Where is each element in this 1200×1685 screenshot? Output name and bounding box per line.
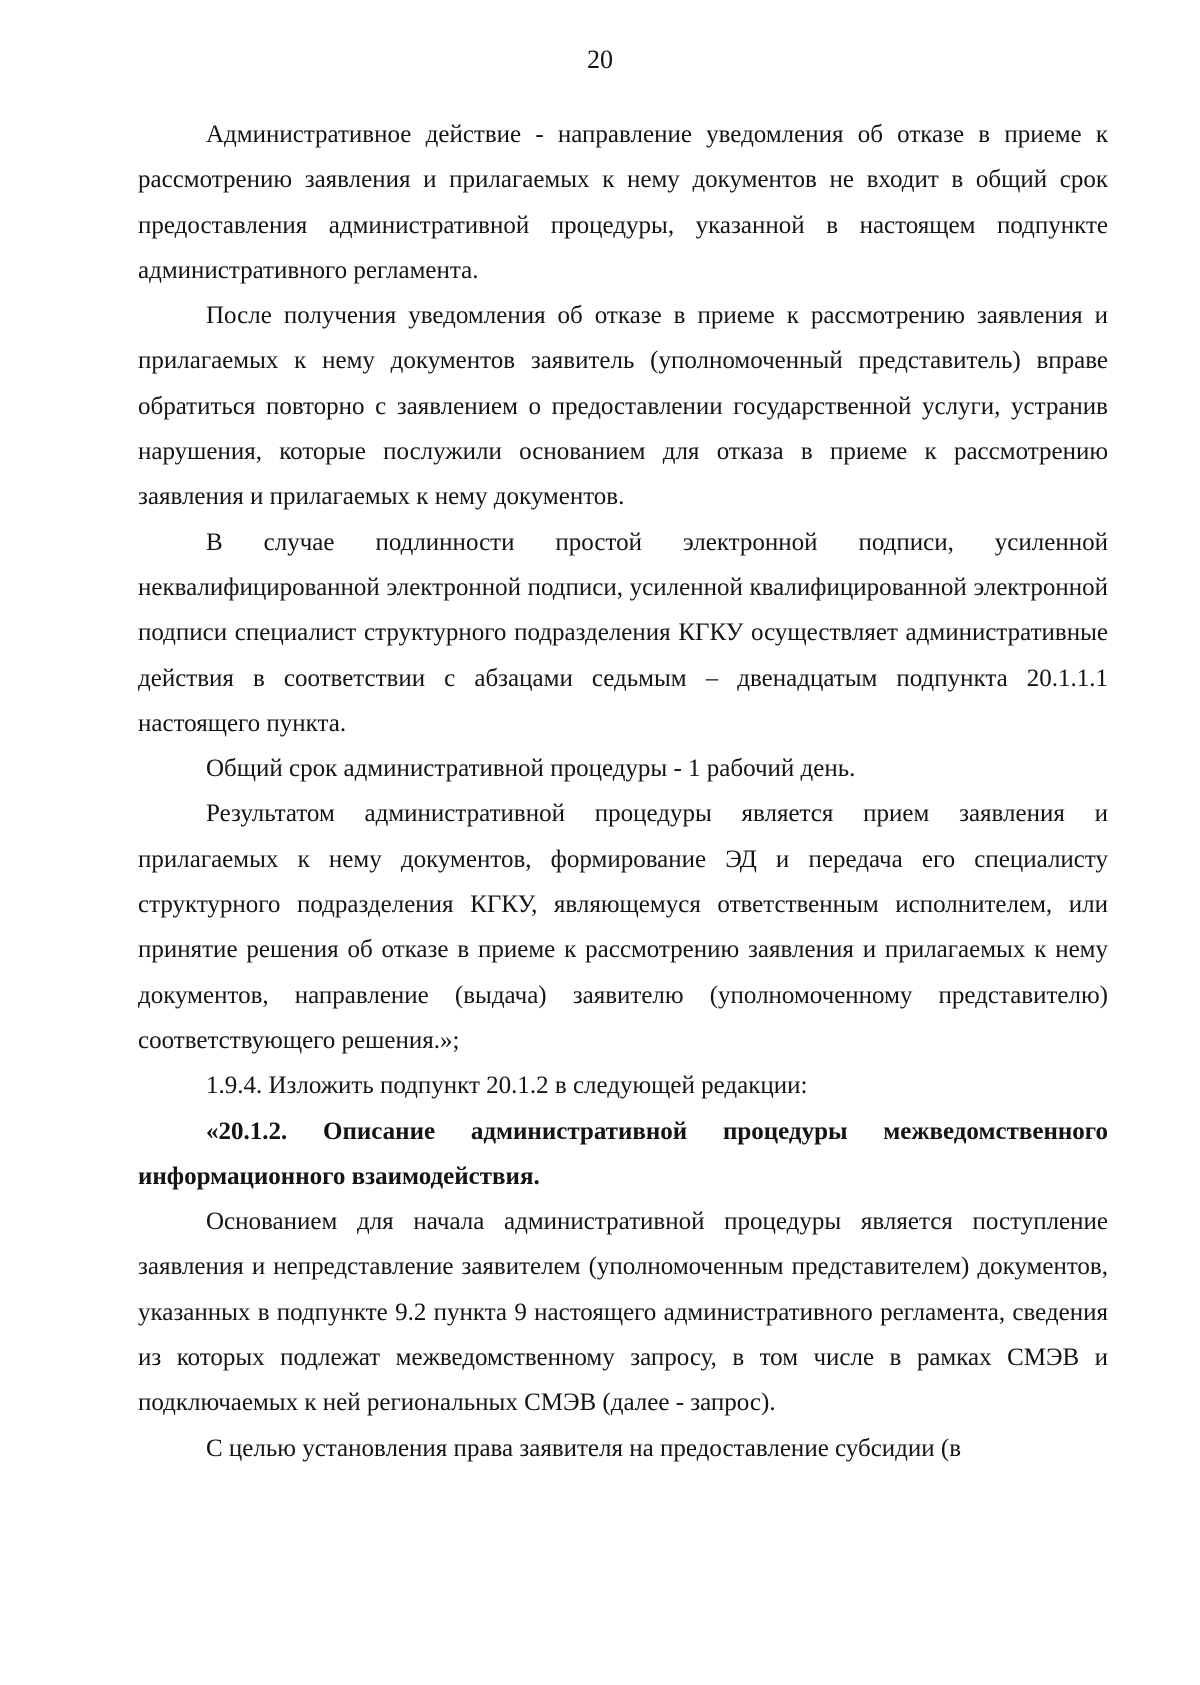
paragraph-after-notice: После получения уведомления об отказе в приеме к рассмотрению заявления и прилагаемых к нему документов заявитель (уполномоченный представитель) вправе обратиться повторно с заявлением о предоставлении государственной услуги, устранив нарушения, которые послужили основанием для отказа в приеме к рассмотрению заявления и прилагаемых к нему документов.	[138, 302, 1108, 511]
document-body	[138, 112, 1108, 1471]
paragraph-general-term: Общий срок административной процедуры - 1 рабочий день.	[206, 755, 856, 783]
paragraph-procedure-result: Результатом административной процедуры является прием заявления и прилагаемых к нему документов, формирование ЭД и передача его специалисту структурного подразделения КГКУ, являющемуся ответственным исполнителем, или принятие решения об отказе в приеме к рассмотрению заявления и прилагаемых к нему документов, направление (выдача) заявителю (уполномоченному представителю) соответствующего решения.»;	[138, 800, 1108, 1054]
page-number: 20	[587, 45, 613, 74]
paragraph-subsidy-right: С целью установления права заявителя на предоставление субсидии (в	[206, 1434, 962, 1462]
section-heading-20-1-2: «20.1.2. Описание административной процедуры межведомственного информационного взаимодействия.	[138, 1117, 1108, 1190]
paragraph-signature-verification: В случае подлинности простой электронной подписи, усиленной неквалифицированной электронной подписи, усиленной квалифицированной электронной подписи специалист структурного подразделения КГКУ осуществляет административные действия в соответствии с абзацами седьмым – двенадцатым подпункта 20.1.1.1 настоящего пункта.	[138, 528, 1108, 737]
paragraph-administrative-action: Административное действие - направление уведомления об отказе в приеме к рассмотрению заявления и прилагаемых к нему документов не входит в общий срок предоставления административной процедуры, указанной в настоящем подпункте административного регламента.	[138, 121, 1108, 284]
paragraph-procedure-basis: Основанием для начала административной процедуры является поступление заявления и непредставление заявителем (уполномоченным представителем) документов, указанных в подпункте 9.2 пункта 9 настоящего административного регламента, сведения из которых подлежат межведомственному запросу, в том числе в рамках СМЭВ и подключаемых к ней региональных СМЭВ (далее - запрос).	[138, 1208, 1108, 1417]
paragraph-amendment-instruction: 1.9.4. Изложить подпункт 20.1.2 в следующей редакции:	[206, 1072, 808, 1100]
